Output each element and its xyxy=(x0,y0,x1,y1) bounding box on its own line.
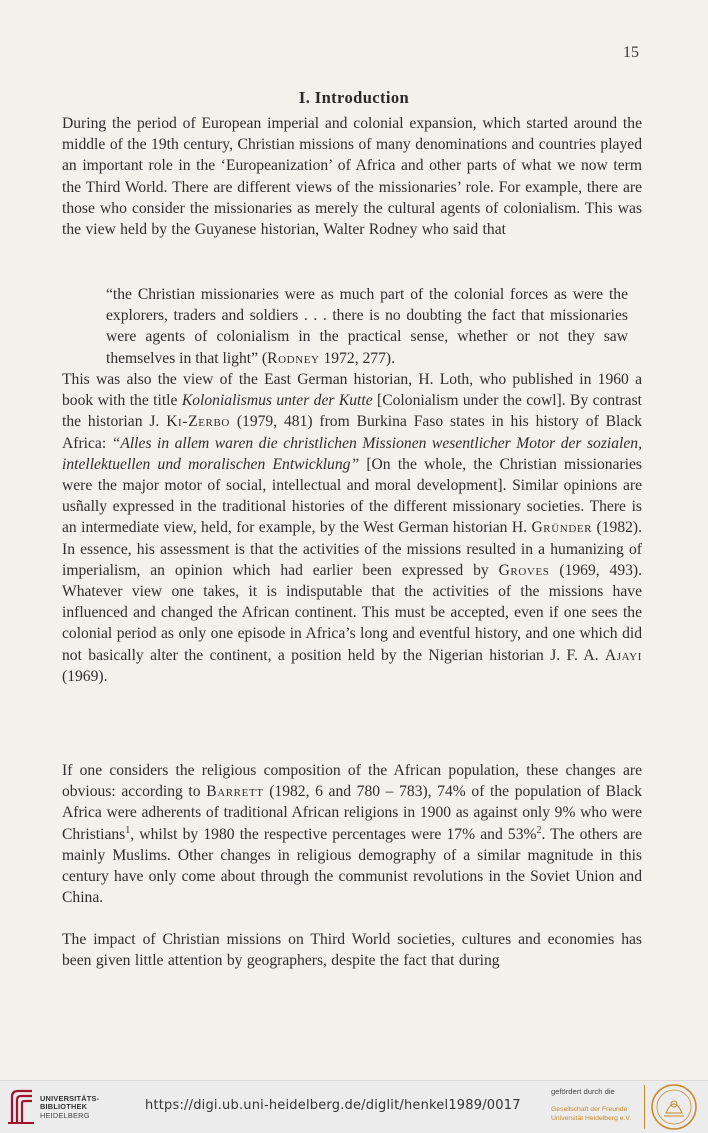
quote-author: Rodney xyxy=(267,349,320,367)
footnote-marker-1[interactable]: 1 xyxy=(125,824,131,836)
quote-text: “the Christian missionaries were as much part of the colonial forces as were the explorers, traders and soldiers . . . there is no doubting the fact that missionaries were agents of colonialism in the practical sense, whether or not they saw themselves in that light” ( xyxy=(106,286,628,367)
author-barrett: Barrett xyxy=(206,783,264,801)
permalink-url[interactable]: https://digi.ub.uni-heidelberg.de/diglit/henkel1989/0017 xyxy=(145,1098,521,1113)
german-quote: “Alles in allem waren die christlichen Missionen wesentlicher Motor der sozialen, intellektuellen und moralischen Entwicklung” xyxy=(62,434,642,473)
library-name-line: HEIDELBERG xyxy=(40,1110,90,1120)
paragraph-2 xyxy=(62,369,642,687)
paragraph-2-text: (1982). In essence, his assessment is that the activities of the missions resulted in a humanizing of imperialism, an opinion which had earlier been expressed by xyxy=(62,519,642,579)
library-name-line: BIBLIOTHEK xyxy=(40,1102,88,1112)
author-ki-zerbo: Ki-Zerbo xyxy=(166,413,230,431)
university-seal-icon xyxy=(650,1083,698,1131)
paragraph-3-text: If one considers the religious composition of the African population, these changes are obvious: according to xyxy=(62,762,642,801)
university-library-logo-icon xyxy=(6,1087,36,1127)
society-name xyxy=(551,1105,643,1123)
paragraph-3-text: . The others are mainly Muslims. Other changes in religious demography of a similar magnitude in this century have only come about through the communist revolutions in the Soviet Union and China. xyxy=(62,825,642,907)
book-title: Kolonialismus unter der Kutte xyxy=(181,392,373,410)
paragraph-2-text: (1979, 481) from Burkina Faso states in his history of Black Africa: xyxy=(62,413,642,452)
paragraph-1: During the period of European imperial and colonial expansion, which started around the middle of the 19th century, Christian missions of many denominations and countries played an important role in the ‘Europeanization’ of Africa and other parts of what we now term the Third World. There are different views of the missionaries’ role. For example, there are those who consider the missionaries as merely the cultural agents of colonialism. This was the view held by the Guyanese historian, Walter Rodney who said that xyxy=(62,115,642,239)
author-groves: Groves xyxy=(498,561,550,579)
paragraph-4: The impact of Christian missions on Third World societies, cultures and economies has been given little attention by geographers, despite the fact that during xyxy=(62,931,642,970)
quote-citation: 1972, 277). xyxy=(319,349,395,367)
paragraph-2-text: (1969, 493). Whatever view one takes, it is indisputable that the activities of the missions have influenced and changed the African continent. This must be accepted, even if one sees the colonial period as only one episode in Africa’s long and eventful history, and one which did not basically alter the continent, a position held by the Nigerian historian J. F. A. xyxy=(62,561,643,664)
block-quote xyxy=(106,284,628,369)
society-name-line: Gesellschaft der Freunde xyxy=(551,1106,628,1113)
section-heading: I. Introduction xyxy=(298,88,410,107)
author-ajayi: Ajayi xyxy=(604,646,642,664)
paragraph-2-text: [On the whole, the Christian missionaries were the major motor of social, intellectual and moral development]. Similar opinions are usñally expressed in the traditional histories of the different missionary societies. There is an intermediate view, held, for example, by the West German historian H. xyxy=(62,455,642,537)
funded-by-label: gefördert durch die xyxy=(551,1087,615,1096)
paragraph-2-text: [Colonialism under the cowl]. By contrast the historian J. xyxy=(62,392,643,431)
library-name-line: UNIVERSITÄTS- xyxy=(40,1094,100,1103)
footer-bar xyxy=(0,1080,708,1133)
paragraph-3 xyxy=(62,760,642,908)
paragraph-2-text: (1969). xyxy=(62,667,108,685)
library-name xyxy=(40,1095,99,1120)
author-grunder: Gründer xyxy=(531,519,593,537)
paragraph-3-text: (1982, 6 and 780 – 783), 74% of the population of Black Africa were adherents of traditional African religions in 1900 as against only 9% who were Christians xyxy=(62,783,642,843)
page-number: 15 xyxy=(623,44,639,61)
paragraph-2-text: This was also the view of the East German historian, H. Loth, who published in 1960 a book with the title xyxy=(62,371,642,410)
paragraph-3-text: , whilst by 1980 the respective percentages were 17% and 53% xyxy=(130,825,537,843)
footer-divider xyxy=(644,1085,645,1129)
society-name-line: Universität Heidelberg e.V. xyxy=(551,1115,632,1122)
footnote-marker-2[interactable]: 2 xyxy=(536,824,542,836)
